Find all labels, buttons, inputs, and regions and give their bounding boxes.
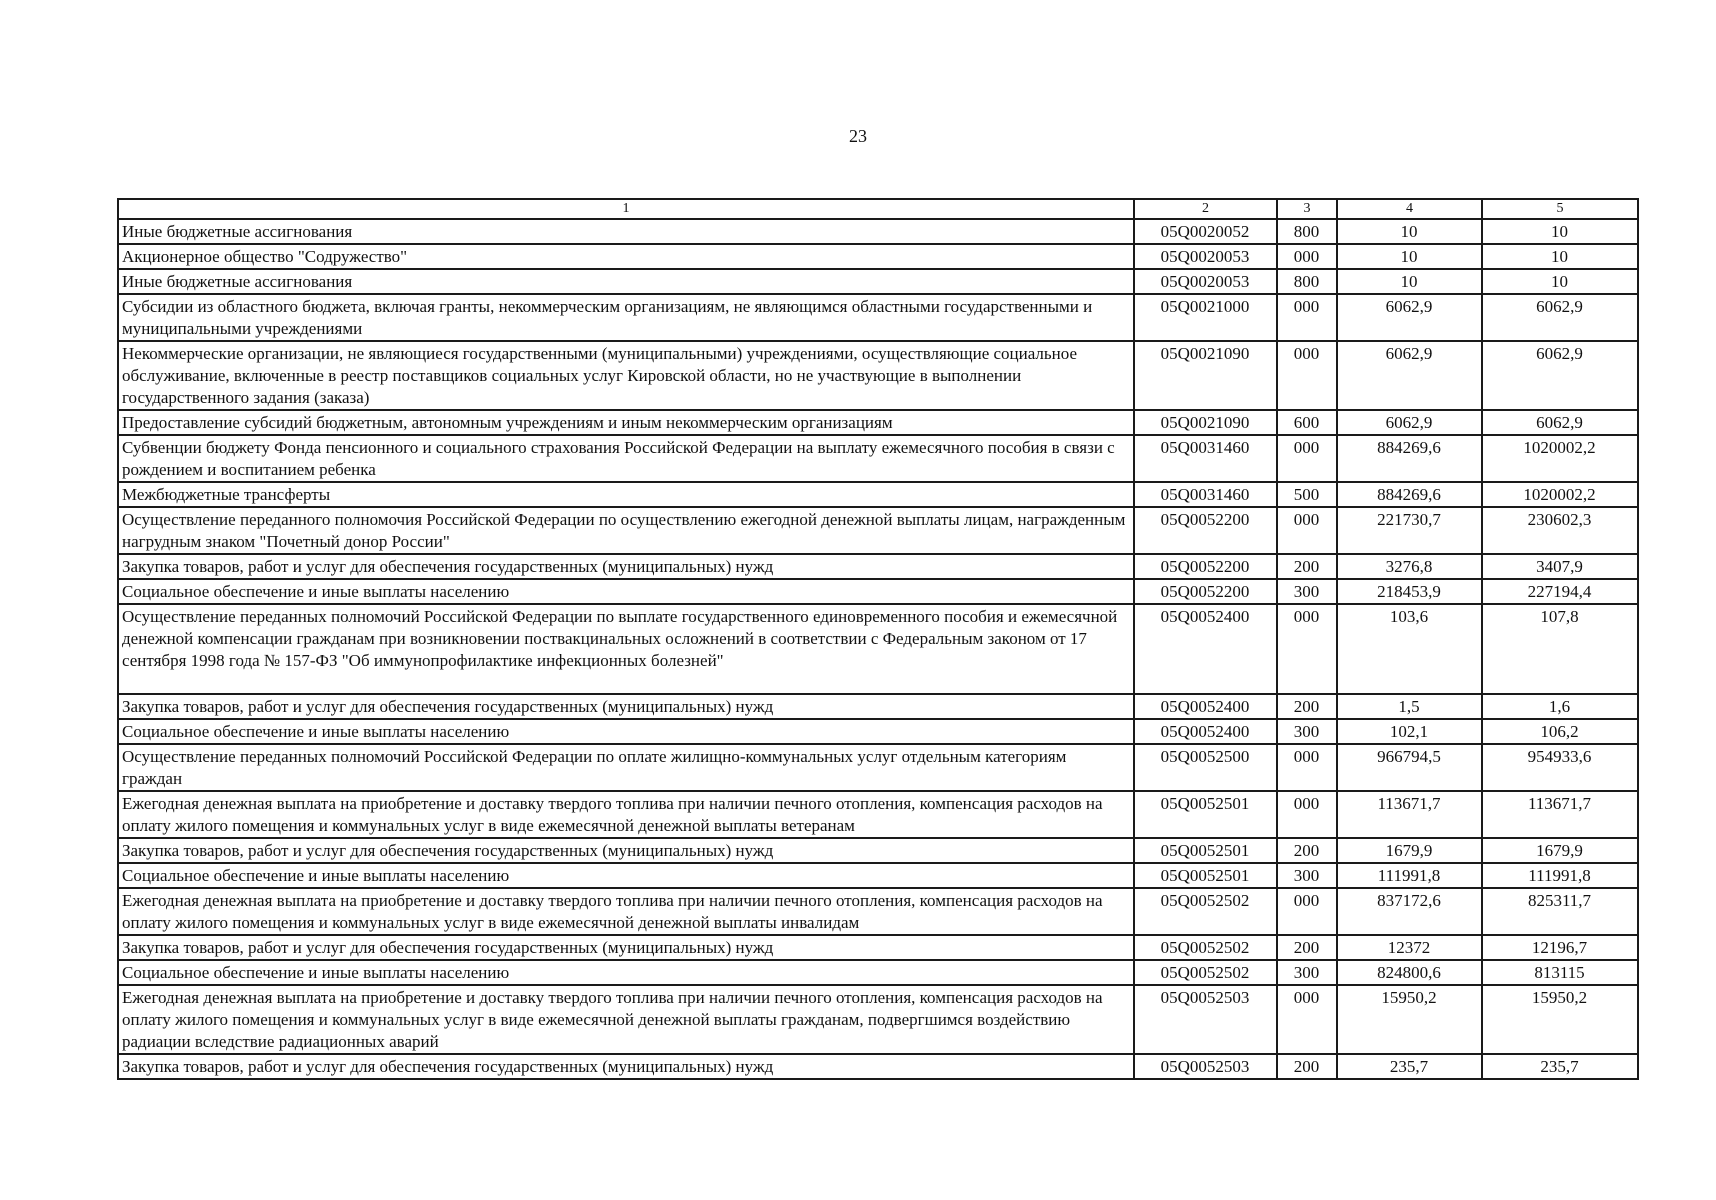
row-value-col5: 1679,9	[1482, 838, 1638, 863]
row-code: 05Q0020052	[1134, 219, 1277, 244]
budget-table-container	[117, 198, 1637, 1080]
row-type: 300	[1277, 863, 1337, 888]
row-value-col5: 1020002,2	[1482, 482, 1638, 507]
row-value-col5: 106,2	[1482, 719, 1638, 744]
table-row	[118, 244, 1638, 269]
row-type: 200	[1277, 694, 1337, 719]
row-name: Акционерное общество "Содружество"	[118, 244, 1134, 269]
row-value-col5: 227194,4	[1482, 579, 1638, 604]
header-col-1: 1	[118, 199, 1134, 219]
row-code: 05Q0052200	[1134, 579, 1277, 604]
row-name: Межбюджетные трансферты	[118, 482, 1134, 507]
row-name: Ежегодная денежная выплата на приобретение и доставку твердого топлива при наличии печного отопления, компенсация расходов на оплату жилого помещения и коммунальных услуг в виде ежемесячной денежной выплаты инвалидам	[118, 888, 1134, 935]
row-name: Осуществление переданных полномочий Российской Федерации по оплате жилищно-коммунальных услуг отдельным категориям граждан	[118, 744, 1134, 791]
row-type: 200	[1277, 554, 1337, 579]
row-name: Субвенции бюджету Фонда пенсионного и социального страхования Российской Федерации на выплату ежемесячного пособия в связи с рождением и воспитанием ребенка	[118, 435, 1134, 482]
row-value-col4: 102,1	[1337, 719, 1482, 744]
row-code: 05Q0052400	[1134, 719, 1277, 744]
row-value-col5: 10	[1482, 244, 1638, 269]
row-type: 000	[1277, 244, 1337, 269]
table-row	[118, 935, 1638, 960]
table-row	[118, 219, 1638, 244]
table-row	[118, 435, 1638, 482]
row-value-col4: 966794,5	[1337, 744, 1482, 791]
row-name: Некоммерческие организации, не являющиеся государственными (муниципальными) учреждениями, осуществляющие социальное обслуживание, включенные в реестр поставщиков социальных услуг Кировской области, но не участвующие в выполнении государственного задания (заказа)	[118, 341, 1134, 410]
row-name: Социальное обеспечение и иные выплаты населению	[118, 719, 1134, 744]
budget-table	[117, 198, 1639, 1080]
row-type: 000	[1277, 888, 1337, 935]
row-type: 300	[1277, 960, 1337, 985]
row-value-col4: 10	[1337, 219, 1482, 244]
row-code: 05Q0052200	[1134, 507, 1277, 554]
row-type: 200	[1277, 838, 1337, 863]
row-name: Социальное обеспечение и иные выплаты населению	[118, 579, 1134, 604]
header-col-4: 4	[1337, 199, 1482, 219]
row-name: Социальное обеспечение и иные выплаты населению	[118, 863, 1134, 888]
row-value-col5: 111991,8	[1482, 863, 1638, 888]
table-body	[118, 219, 1638, 1079]
row-code: 05Q0052503	[1134, 985, 1277, 1054]
row-value-col5: 3407,9	[1482, 554, 1638, 579]
row-type: 500	[1277, 482, 1337, 507]
row-value-col4: 10	[1337, 244, 1482, 269]
row-value-col5: 6062,9	[1482, 410, 1638, 435]
row-value-col4: 218453,9	[1337, 579, 1482, 604]
row-value-col4: 884269,6	[1337, 435, 1482, 482]
row-name: Закупка товаров, работ и услуг для обеспечения государственных (муниципальных) нужд	[118, 694, 1134, 719]
row-code: 05Q0052501	[1134, 863, 1277, 888]
row-type: 800	[1277, 269, 1337, 294]
table-row	[118, 269, 1638, 294]
row-name: Субсидии из областного бюджета, включая гранты, некоммерческим организациям, не являющимся областными государственными и муниципальными учреждениями	[118, 294, 1134, 341]
table-row	[118, 579, 1638, 604]
row-name: Социальное обеспечение и иные выплаты населению	[118, 960, 1134, 985]
row-value-col4: 221730,7	[1337, 507, 1482, 554]
row-name: Закупка товаров, работ и услуг для обеспечения государственных (муниципальных) нужд	[118, 935, 1134, 960]
table-row	[118, 863, 1638, 888]
row-code: 05Q0052400	[1134, 604, 1277, 694]
row-type: 200	[1277, 935, 1337, 960]
row-value-col4: 6062,9	[1337, 341, 1482, 410]
row-code: 05Q0052502	[1134, 888, 1277, 935]
row-code: 05Q0021000	[1134, 294, 1277, 341]
row-code: 05Q0020053	[1134, 244, 1277, 269]
table-row	[118, 960, 1638, 985]
table-row	[118, 985, 1638, 1054]
table-row	[118, 888, 1638, 935]
row-value-col5: 113671,7	[1482, 791, 1638, 838]
row-value-col4: 6062,9	[1337, 294, 1482, 341]
table-row	[118, 1054, 1638, 1079]
row-value-col5: 10	[1482, 219, 1638, 244]
row-name: Иные бюджетные ассигнования	[118, 219, 1134, 244]
row-code: 05Q0052503	[1134, 1054, 1277, 1079]
table-row	[118, 694, 1638, 719]
row-type: 000	[1277, 435, 1337, 482]
row-value-col5: 813115	[1482, 960, 1638, 985]
row-name: Ежегодная денежная выплата на приобретение и доставку твердого топлива при наличии печного отопления, компенсация расходов на оплату жилого помещения и коммунальных услуг в виде ежемесячной денежной выплаты гражданам, подвергшимся воздействию радиации вследствие радиационных аварий	[118, 985, 1134, 1054]
row-type: 000	[1277, 294, 1337, 341]
row-code: 05Q0052502	[1134, 935, 1277, 960]
table-row	[118, 791, 1638, 838]
row-value-col5: 954933,6	[1482, 744, 1638, 791]
table-row	[118, 554, 1638, 579]
row-type: 000	[1277, 604, 1337, 694]
row-code: 05Q0031460	[1134, 435, 1277, 482]
row-code: 05Q0052501	[1134, 838, 1277, 863]
table-row	[118, 604, 1638, 694]
row-name: Иные бюджетные ассигнования	[118, 269, 1134, 294]
row-value-col5: 1,6	[1482, 694, 1638, 719]
row-type: 000	[1277, 507, 1337, 554]
header-col-3: 3	[1277, 199, 1337, 219]
row-value-col4: 113671,7	[1337, 791, 1482, 838]
row-code: 05Q0052500	[1134, 744, 1277, 791]
row-value-col5: 6062,9	[1482, 341, 1638, 410]
row-name: Предоставление субсидий бюджетным, автономным учреждениям и иным некоммерческим организациям	[118, 410, 1134, 435]
row-code: 05Q0020053	[1134, 269, 1277, 294]
table-row	[118, 294, 1638, 341]
row-value-col5: 6062,9	[1482, 294, 1638, 341]
row-value-col4: 3276,8	[1337, 554, 1482, 579]
row-type: 000	[1277, 341, 1337, 410]
row-code: 05Q0052200	[1134, 554, 1277, 579]
table-header-row	[118, 199, 1638, 219]
table-row	[118, 482, 1638, 507]
row-value-col5: 10	[1482, 269, 1638, 294]
row-value-col5: 1020002,2	[1482, 435, 1638, 482]
row-type: 300	[1277, 579, 1337, 604]
row-value-col4: 837172,6	[1337, 888, 1482, 935]
header-col-5: 5	[1482, 199, 1638, 219]
row-value-col4: 15950,2	[1337, 985, 1482, 1054]
row-value-col4: 235,7	[1337, 1054, 1482, 1079]
table-row	[118, 719, 1638, 744]
row-value-col4: 6062,9	[1337, 410, 1482, 435]
row-value-col5: 825311,7	[1482, 888, 1638, 935]
row-code: 05Q0021090	[1134, 341, 1277, 410]
row-code: 05Q0052501	[1134, 791, 1277, 838]
row-name: Осуществление переданных полномочий Российской Федерации по выплате государственного единовременного пособия и ежемесячной денежной компенсации гражданам при возникновении поствакцинальных осложнений в соответствии с Федеральным законом от 17 сентября 1998 года № 157-ФЗ "Об иммунопрофилактике инфекционных болезней"	[118, 604, 1134, 694]
row-value-col4: 884269,6	[1337, 482, 1482, 507]
page-number: 23	[849, 126, 867, 146]
row-code: 05Q0052502	[1134, 960, 1277, 985]
row-value-col5: 107,8	[1482, 604, 1638, 694]
row-value-col4: 103,6	[1337, 604, 1482, 694]
table-row	[118, 341, 1638, 410]
row-type: 800	[1277, 219, 1337, 244]
row-type: 000	[1277, 985, 1337, 1054]
row-value-col4: 824800,6	[1337, 960, 1482, 985]
table-row	[118, 410, 1638, 435]
row-type: 200	[1277, 1054, 1337, 1079]
row-type: 300	[1277, 719, 1337, 744]
row-value-col5: 235,7	[1482, 1054, 1638, 1079]
row-type: 600	[1277, 410, 1337, 435]
table-row	[118, 838, 1638, 863]
row-code: 05Q0031460	[1134, 482, 1277, 507]
row-value-col4: 1679,9	[1337, 838, 1482, 863]
row-value-col5: 15950,2	[1482, 985, 1638, 1054]
row-name: Закупка товаров, работ и услуг для обеспечения государственных (муниципальных) нужд	[118, 838, 1134, 863]
header-col-2: 2	[1134, 199, 1277, 219]
row-name: Осуществление переданного полномочия Российской Федерации по осуществлению ежегодной денежной выплаты лицам, награжденным нагрудным знаком "Почетный донор России"	[118, 507, 1134, 554]
row-value-col5: 12196,7	[1482, 935, 1638, 960]
table-row	[118, 507, 1638, 554]
row-value-col4: 10	[1337, 269, 1482, 294]
row-name: Ежегодная денежная выплата на приобретение и доставку твердого топлива при наличии печного отопления, компенсация расходов на оплату жилого помещения и коммунальных услуг в виде ежемесячной денежной выплаты ветеранам	[118, 791, 1134, 838]
row-code: 05Q0052400	[1134, 694, 1277, 719]
row-value-col4: 1,5	[1337, 694, 1482, 719]
row-code: 05Q0021090	[1134, 410, 1277, 435]
row-name: Закупка товаров, работ и услуг для обеспечения государственных (муниципальных) нужд	[118, 554, 1134, 579]
row-value-col5: 230602,3	[1482, 507, 1638, 554]
row-value-col4: 12372	[1337, 935, 1482, 960]
row-type: 000	[1277, 744, 1337, 791]
row-name: Закупка товаров, работ и услуг для обеспечения государственных (муниципальных) нужд	[118, 1054, 1134, 1079]
row-value-col4: 111991,8	[1337, 863, 1482, 888]
row-type: 000	[1277, 791, 1337, 838]
table-row	[118, 744, 1638, 791]
